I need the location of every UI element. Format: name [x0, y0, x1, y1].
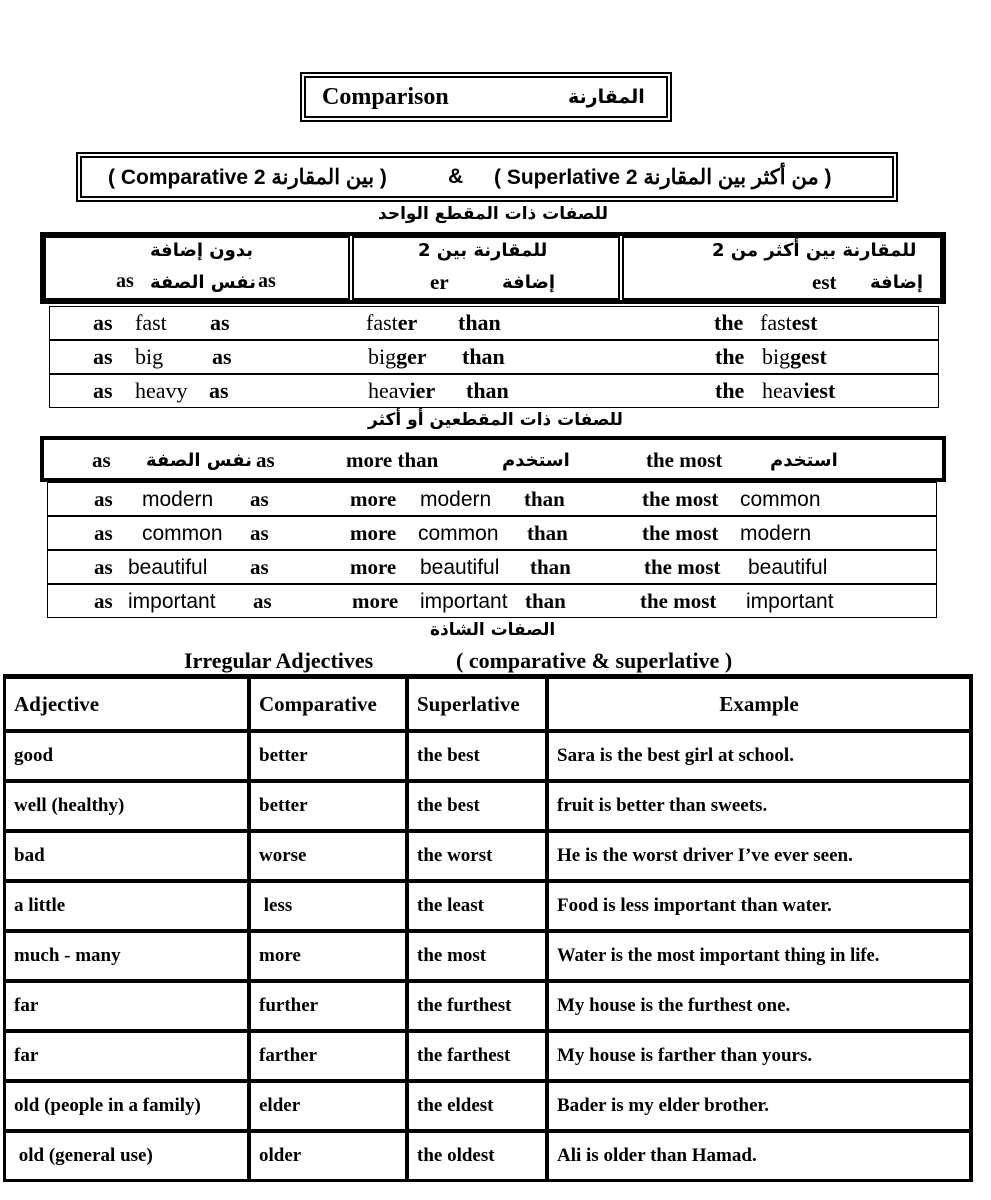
table-row: [4, 881, 971, 931]
superlative-stem: big: [762, 344, 791, 369]
superlative-stem: fast: [760, 310, 792, 335]
superlative-stem: heav: [762, 378, 804, 403]
table-row: [4, 781, 971, 831]
multi-header-as1: as: [92, 448, 111, 472]
row1-comparative: [366, 310, 417, 336]
column-header-comparative: Comparative: [249, 677, 407, 731]
table-header-row: [4, 677, 971, 731]
header-as-word2: as: [258, 270, 276, 292]
superlative-suffix: est: [791, 310, 818, 335]
cell-comparative: more: [249, 931, 407, 981]
multi-syllable-heading: للصفات ذات المقطعين أو أكثر: [368, 410, 623, 430]
cell-example: Sara is the best girl at school.: [547, 731, 971, 781]
irregular-adjectives-table: [4, 677, 971, 1181]
cell-example: Water is the most important thing in life.: [547, 931, 971, 981]
table-row: [4, 1081, 971, 1131]
cell-superlative: the worst: [407, 831, 547, 881]
comparative-suffix: ger: [396, 344, 427, 369]
mrow3-adj: beautiful: [128, 556, 208, 579]
cell-adjective: far: [4, 981, 249, 1031]
row3-comparative: [368, 378, 435, 404]
banner-superlative-text: ( Superlative 2 من أكثر بين المقارنة ): [494, 166, 832, 189]
multi-header-as2: as: [256, 448, 275, 472]
irregular-heading-arabic: الصفات الشاذة: [430, 620, 556, 640]
mrow2-sup-adj: modern: [740, 522, 812, 545]
header-er-suffix: er: [430, 270, 449, 294]
cell-superlative: the most: [407, 931, 547, 981]
cell-comparative: worse: [249, 831, 407, 881]
row3-as1: as: [93, 378, 113, 403]
row1-adj: fast: [135, 310, 167, 335]
row1-as1: as: [93, 310, 113, 335]
row1-superlative: [760, 310, 817, 336]
table-row: [4, 1031, 971, 1081]
header-est-add: إضافة: [870, 272, 924, 293]
cell-superlative: the farthest: [407, 1031, 547, 1081]
comparative-suffix: ier: [409, 378, 436, 403]
comparative-stem: fast: [366, 310, 398, 335]
mrow2-as1: as: [94, 521, 113, 545]
superlative-suffix: gest: [790, 344, 827, 369]
cell-adjective: a little: [4, 881, 249, 931]
mrow4-as1: as: [94, 589, 113, 613]
row3-adj: heavy: [135, 378, 188, 403]
cell-adjective: far: [4, 1031, 249, 1081]
row2-adj: big: [135, 344, 164, 369]
cell-adjective: bad: [4, 831, 249, 881]
superlative-suffix: iest: [803, 378, 836, 403]
cell-superlative: the oldest: [407, 1131, 547, 1181]
header-est-line1: للمقارنة بين أكثر من 2: [712, 240, 917, 261]
row3-as2: as: [209, 378, 229, 403]
mrow2-more: more: [350, 521, 397, 545]
mrow3-more: more: [350, 555, 397, 579]
mrow1-comp-adj: modern: [420, 488, 492, 511]
cell-superlative: the least: [407, 881, 547, 931]
row2-than: than: [462, 344, 505, 369]
row2-superlative: [762, 344, 827, 370]
mrow3-the-most: the most: [644, 555, 721, 579]
banner-comparative: [108, 165, 387, 190]
cell-superlative: the best: [407, 781, 547, 831]
cell-example: Ali is older than Hamad.: [547, 1131, 971, 1181]
cell-adjective: well (healthy): [4, 781, 249, 831]
mrow4-comp-adj: important: [420, 590, 508, 613]
comparative-stem: big: [368, 344, 397, 369]
mrow4-than: than: [525, 589, 566, 613]
cell-adjective: old (people in a family): [4, 1081, 249, 1131]
cell-adjective: old (general use): [4, 1131, 249, 1181]
row1-the: the: [714, 310, 744, 335]
multi-header-the-most: the most: [646, 448, 723, 472]
column-header-adjective: Adjective: [4, 677, 249, 731]
mrow3-as2: as: [250, 555, 269, 579]
row3-the: the: [715, 378, 745, 403]
cell-adjective: good: [4, 731, 249, 781]
cell-example: He is the worst driver I’ve ever seen.: [547, 831, 971, 881]
cell-example: My house is the furthest one.: [547, 981, 971, 1031]
table-row: [4, 731, 971, 781]
table-row: [4, 1131, 971, 1181]
cell-adjective: much - many: [4, 931, 249, 981]
multi-header-use2: استخدم: [770, 450, 838, 471]
mrow4-sup-adj: important: [746, 590, 834, 613]
mrow2-adj: common: [142, 522, 223, 545]
cell-example: Bader is my elder brother.: [547, 1081, 971, 1131]
row2-as2: as: [212, 344, 232, 369]
cell-comparative: better: [249, 731, 407, 781]
mrow1-more: more: [350, 487, 397, 511]
row3-superlative: [762, 378, 835, 404]
cell-superlative: the furthest: [407, 981, 547, 1031]
row2-as1: as: [93, 344, 113, 369]
multi-header-more-than: more than: [346, 448, 439, 472]
mrow4-the-most: the most: [640, 589, 717, 613]
banner-superlative: [494, 165, 832, 190]
cell-comparative: elder: [249, 1081, 407, 1131]
irregular-heading-subtitle: ( comparative & superlative ): [456, 648, 733, 673]
irregular-heading: Irregular Adjectives: [184, 648, 374, 673]
comparative-stem: heav: [368, 378, 410, 403]
header-as-word1: as: [116, 270, 134, 292]
mrow3-sup-adj: beautiful: [748, 556, 828, 579]
cell-superlative: the eldest: [407, 1081, 547, 1131]
mrow3-as1: as: [94, 555, 113, 579]
one-syllable-heading: للصفات ذات المقطع الواحد: [378, 204, 608, 224]
page-title: Comparison: [322, 84, 449, 110]
mrow1-as1: as: [94, 487, 113, 511]
mrow3-comp-adj: beautiful: [420, 556, 500, 579]
header-as-line1: بدون إضافة: [150, 240, 253, 261]
row1-than: than: [458, 310, 501, 335]
row1-as2: as: [210, 310, 230, 335]
cell-comparative: less: [249, 881, 407, 931]
header-as-same: نفس الصفة: [150, 272, 256, 293]
banner-ampersand: &: [448, 165, 464, 188]
mrow2-as2: as: [250, 521, 269, 545]
row2-comparative: [368, 344, 427, 370]
cell-example: My house is farther than yours.: [547, 1031, 971, 1081]
table-row: [4, 981, 971, 1031]
row2-the: the: [715, 344, 745, 369]
cell-example: Food is less important than water.: [547, 881, 971, 931]
mrow4-as2: as: [253, 589, 272, 613]
cell-comparative: further: [249, 981, 407, 1031]
column-header-example: Example: [547, 677, 971, 731]
banner-comparative-text: ( Comparative 2 بين المقارنة ): [108, 166, 387, 189]
mrow2-than: than: [527, 521, 568, 545]
row3-than: than: [466, 378, 509, 403]
multi-header-use1: استخدم: [502, 450, 570, 471]
cell-comparative: older: [249, 1131, 407, 1181]
cell-superlative: the best: [407, 731, 547, 781]
mrow2-comp-adj: common: [418, 522, 499, 545]
comparative-suffix: er: [397, 310, 418, 335]
mrow1-as2: as: [250, 487, 269, 511]
mrow1-adj: modern: [142, 488, 214, 511]
mrow3-than: than: [530, 555, 571, 579]
mrow1-the-most: the most: [642, 487, 719, 511]
header-er-add: إضافة: [502, 272, 556, 293]
multi-header-same: نفس الصفة: [146, 450, 252, 471]
table-row: [4, 831, 971, 881]
mrow4-adj: important: [128, 590, 216, 613]
column-header-superlative: Superlative: [407, 677, 547, 731]
mrow1-sup-adj: common: [740, 488, 821, 511]
page-title-arabic: المقارنة: [568, 86, 645, 108]
mrow1-than: than: [524, 487, 565, 511]
mrow2-the-most: the most: [642, 521, 719, 545]
header-est-suffix: est: [812, 270, 837, 294]
table-row: [4, 931, 971, 981]
header-er-line1: للمقارنة بين 2: [418, 240, 548, 261]
cell-comparative: better: [249, 781, 407, 831]
mrow4-more: more: [352, 589, 399, 613]
cell-example: fruit is better than sweets.: [547, 781, 971, 831]
cell-comparative: farther: [249, 1031, 407, 1081]
